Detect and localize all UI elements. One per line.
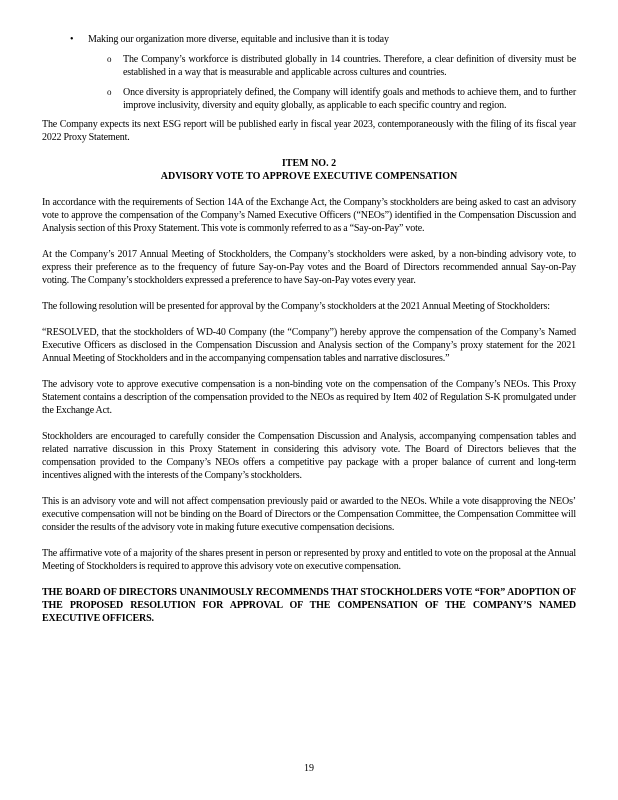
sub-bullet-text: Once diversity is appropriately defined, the Company will identify goals and methods to achieve them, and to further improve inclusivity, diversity and equity globally, as applicable to each specific country and region. xyxy=(123,87,576,111)
paragraph-in-accordance: In accordance with the requirements of Section 14A of the Exchange Act, the Company’s stockholders are being asked to cast an advisory vote to approve the compensation of the Company’s Named Executive Officers (“NEOs”) identified in the Compensation Discussion and Analysis section of this Proxy Statement. This vote is commonly referred to as a “Say-on-Pay” vote. xyxy=(42,197,576,234)
paragraph-resolution-intro: The following resolution will be presented for approval by the Company’s stockholders at the 2021 Annual Meeting of Stockholders: xyxy=(42,301,550,312)
paragraph-advisory-effect: This is an advisory vote and will not affect compensation previously paid or awarded to the NEOs. While a vote disapproving the NEOs’ executive compensation will not be binding on the Board of Directors or the Compensation Committee, the Compensation Committee will consider the results of the advisory vote in making future executive compensation decisions. xyxy=(42,496,576,533)
page-number: 19 xyxy=(304,763,314,774)
item-heading-line1: ITEM NO. 2 xyxy=(281,158,337,169)
item-heading xyxy=(42,157,576,183)
bullet-text: Making our organization more diverse, equitable and inclusive than it is today xyxy=(88,34,389,45)
bullet-item xyxy=(42,33,576,46)
diversity-bullet-list xyxy=(42,33,576,112)
paragraph-stockholders-encouraged: Stockholders are encouraged to carefully consider the Compensation Discussion and Analysis, accompanying compensation tables and related narrative discussion in this Proxy Statement in considering this advisory vote. The Board of Directors believes that the compensation provided to the Company’s NEOs offers a competitive pay package with a proper balance of current and long-term incentives aligned with the interests of the Company’s stockholders. xyxy=(42,431,576,481)
sub-bullet-marker-icon: o xyxy=(107,87,112,97)
sub-bullet-item xyxy=(42,86,576,112)
item-heading-line2: ADVISORY VOTE TO APPROVE EXECUTIVE COMPENSATION xyxy=(160,171,458,182)
paragraph-2017-annual-meeting: At the Company’s 2017 Annual Meeting of Stockholders, the Company’s stockholders were asked, by a non-binding advisory vote, to express their preference as to the frequency of future Say-on-Pay votes and the Board of Directors recommended annual Say-on-Pay voting. The Company’s stockholders expressed a preference to have Say-on-Pay votes every year. xyxy=(42,249,576,286)
paragraph-esg-report: The Company expects its next ESG report will be published early in fiscal year 2023, contemporaneously with the filing of its fiscal year 2022 Proxy Statement. xyxy=(42,119,576,143)
paragraph-resolved: “RESOLVED, that the stockholders of WD-40 Company (the “Company”) hereby approve the compensation of the Company’s Named Executive Officers as disclosed in the Compensation Discussion and Analysis section of the Company’s proxy statement for the 2021 Annual Meeting of Stockholders and in the accompanying compensation tables and narrative disclosures.” xyxy=(42,327,576,364)
paragraph-non-binding: The advisory vote to approve executive compensation is a non-binding vote on the compensation of the Company’s NEOs. This Proxy Statement contains a description of the compensation provided to the NEOs as required by Item 402 of Regulation S-K promulgated under the Exchange Act. xyxy=(42,379,576,416)
paragraph-board-recommendation: THE BOARD OF DIRECTORS UNANIMOUSLY RECOMMENDS THAT STOCKHOLDERS VOTE “FOR” ADOPTION OF THE PROPOSED RESOLUTION FOR APPROVAL OF THE COMPENSATION OF THE COMPANY’S NAMED EXECUTIVE OFFICERS. xyxy=(42,587,576,624)
paragraph-affirmative-vote: The affirmative vote of a majority of the shares present in person or represented by proxy and entitled to vote on the proposal at the Annual Meeting of Stockholders is required to approve this advisory vote on executive compensation. xyxy=(42,548,576,572)
bullet-marker-icon: • xyxy=(70,34,74,45)
sub-bullet-marker-icon: o xyxy=(107,54,112,64)
sub-bullet-item xyxy=(42,53,576,79)
sub-bullet-text: The Company’s workforce is distributed globally in 14 countries. Therefore, a clear definition of diversity must be established in a way that is measurable and applicable across cultures and countries. xyxy=(123,54,576,78)
